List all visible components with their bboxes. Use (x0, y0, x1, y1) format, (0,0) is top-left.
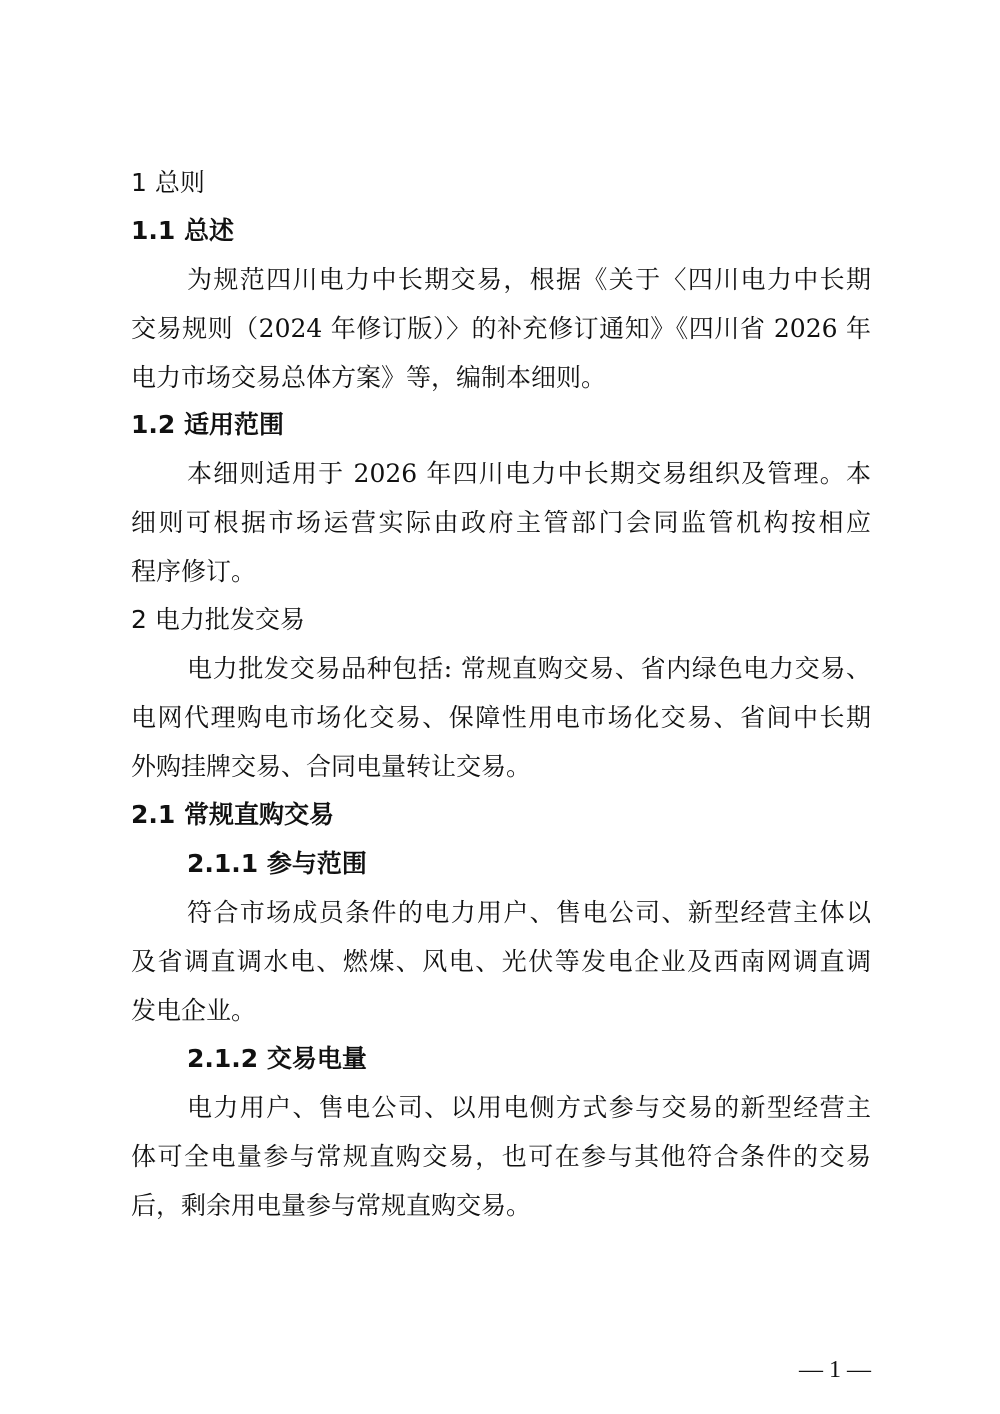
paragraph-line: 电网代理购电市场化交易、保障性用电市场化交易、省间中长期 (131, 703, 871, 732)
paragraph-line: 及省调直调水电、燃煤、风电、光伏等发电企业及西南网调直调 (131, 947, 871, 976)
paragraph-line: 交易规则（2024 年修订版）〉的补充修订通知》《四川省 2026 年 (131, 314, 871, 343)
paragraph-line: 电力市场交易总体方案》等，编制本细则。 (131, 363, 607, 392)
paragraph-line: 程序修订。 (131, 557, 257, 586)
paragraph-line: 体可全电量参与常规直购交易，也可在参与其他符合条件的交易 (131, 1142, 871, 1171)
paragraph-line: 本细则适用于 2026 年四川电力中长期交易组织及管理。本 (187, 459, 871, 488)
paragraph-line: 电力批发交易品种包括: 常规直购交易、省内绿色电力交易、 (187, 654, 871, 683)
paragraph-line: 符合市场成员条件的电力用户、售电公司、新型经营主体以 (187, 898, 871, 927)
section-2-1-2-heading: 2.1.2 交易电量 (187, 1044, 367, 1073)
section-1-2-heading: 1.2 适用范围 (131, 410, 284, 439)
paragraph-line: 外购挂牌交易、合同电量转让交易。 (131, 752, 532, 781)
page-number: — 1 — (799, 1357, 871, 1383)
section-1-1-heading: 1.1 总述 (131, 216, 234, 245)
paragraph-line: 电力用户、售电公司、以用电侧方式参与交易的新型经营主 (187, 1093, 871, 1122)
section-2-heading: 2 电力批发交易 (131, 605, 305, 634)
paragraph-line: 后，剩余用电量参与常规直购交易。 (131, 1191, 532, 1220)
section-2-1-heading: 2.1 常规直购交易 (131, 800, 334, 829)
section-2-1-1-heading: 2.1.1 参与范围 (187, 849, 367, 878)
paragraph-line: 细则可根据市场运营实际由政府主管部门会同监管机构按相应 (131, 508, 871, 537)
paragraph-line: 为规范四川电力中长期交易，根据《关于〈四川电力中长期 (187, 265, 871, 294)
section-1-heading: 1 总则 (131, 168, 205, 197)
paragraph-line: 发电企业。 (131, 996, 257, 1025)
